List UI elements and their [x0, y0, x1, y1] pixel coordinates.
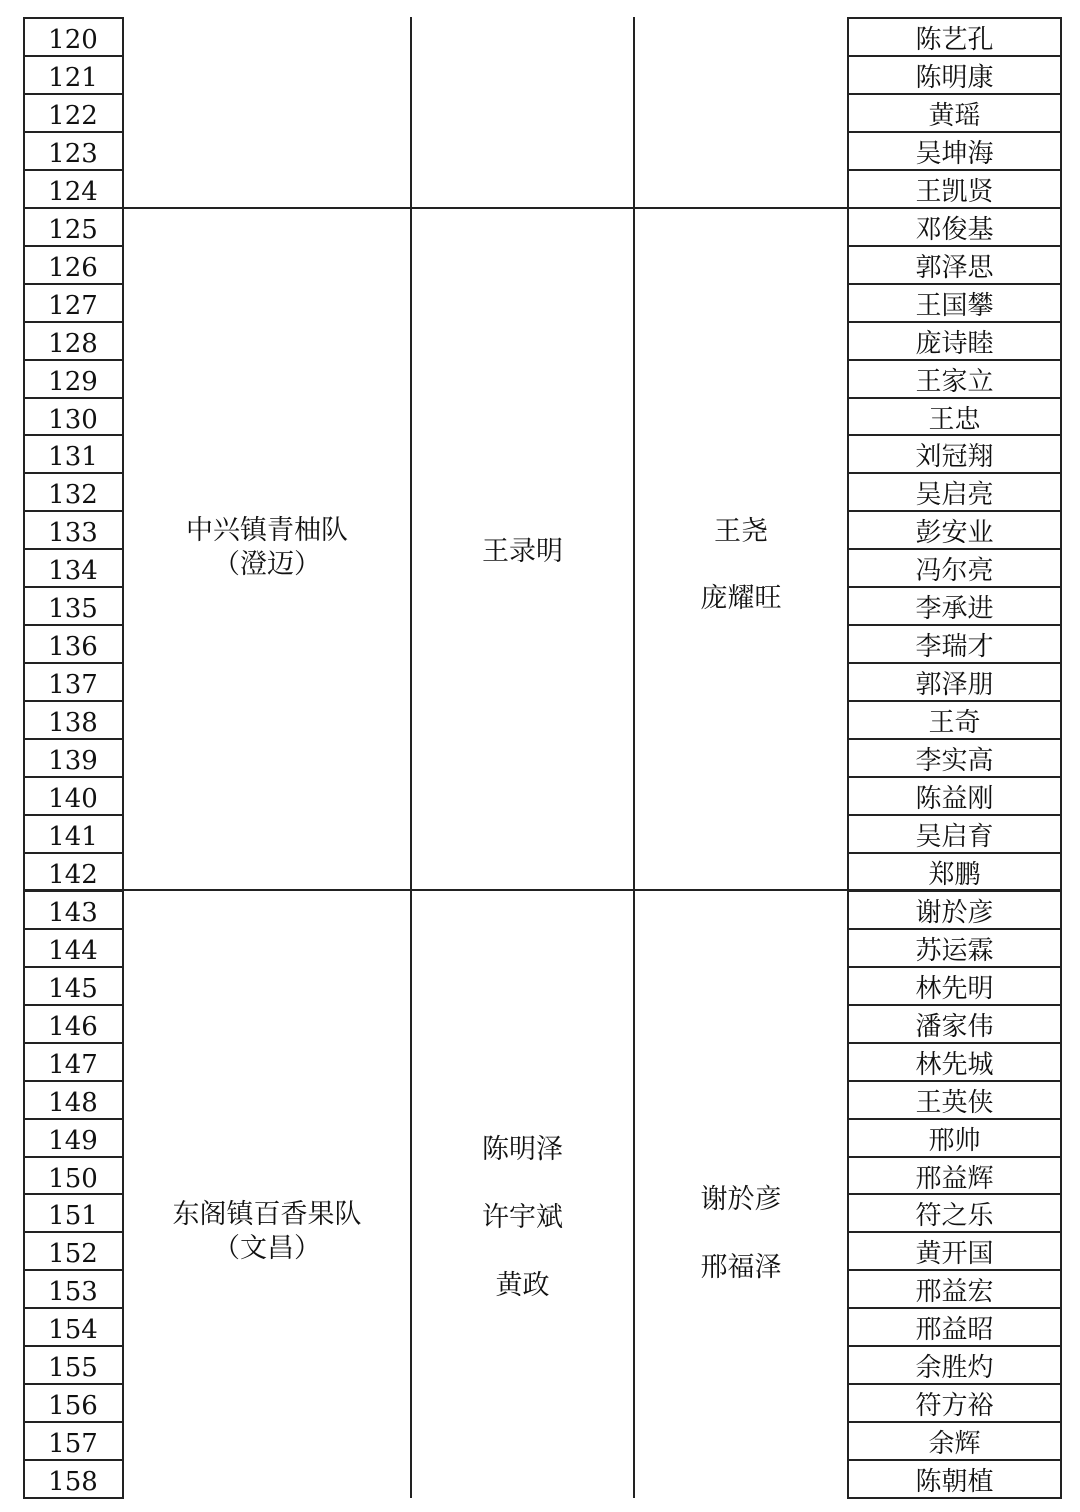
row-name: 林先明	[915, 973, 994, 1004]
row-name: 吴启亮	[915, 480, 994, 511]
row-number: 123	[48, 138, 98, 169]
group-2-leader-2: 许宇斌	[482, 1202, 563, 1233]
group-2-team-region: （文昌）	[213, 1233, 321, 1264]
group-1-coaches	[635, 498, 847, 632]
row-name: 苏运霖	[915, 935, 994, 966]
row-number: 153	[48, 1277, 98, 1308]
row-number: 154	[48, 1315, 98, 1346]
row-name: 王凯贤	[915, 176, 994, 207]
row-number: 122	[48, 100, 98, 131]
row-name: 邢益昭	[915, 1315, 994, 1346]
group-2-leader-3: 黄政	[495, 1270, 550, 1301]
row-number: 132	[48, 480, 98, 511]
row-name: 李承进	[915, 594, 994, 625]
group-1-team-region: （澄迈）	[213, 549, 321, 580]
row-name: 吴坤海	[915, 138, 994, 169]
row-number: 128	[48, 328, 98, 359]
row-number: 133	[48, 518, 98, 549]
row-number: 146	[48, 1011, 98, 1042]
row-number: 129	[48, 366, 98, 397]
row-name: 邓俊基	[915, 214, 994, 245]
row-number: 135	[48, 594, 98, 625]
row-name: 王奇	[928, 708, 981, 739]
row-number: 155	[48, 1353, 98, 1384]
group-2-team-name: 东阁镇百香果队	[172, 1199, 362, 1230]
row-name: 潘家伟	[915, 1011, 994, 1042]
row-number: 150	[48, 1163, 98, 1194]
group-2-leader-1: 陈明泽	[482, 1134, 563, 1165]
row-name: 王忠	[928, 404, 981, 435]
row-number: 126	[48, 252, 98, 283]
row-number: 140	[48, 784, 98, 814]
row-number: 136	[48, 632, 98, 663]
row-number: 120	[48, 25, 98, 55]
row-number: 141	[48, 821, 98, 852]
group-1-team-name: 中兴镇青柚队	[186, 515, 348, 546]
row-number: 152	[48, 1239, 98, 1270]
row-number: 131	[48, 442, 98, 473]
group-2-leaders	[412, 1116, 633, 1320]
row-number: 125	[48, 214, 98, 245]
group-2-coaches	[635, 1166, 847, 1302]
row-number: 142	[48, 859, 98, 890]
row-name: 陈朝植	[915, 1467, 994, 1498]
row-name: 余胜灼	[915, 1353, 994, 1384]
row-number: 127	[48, 290, 98, 321]
row-number: 148	[48, 1087, 98, 1118]
row-name: 谢於彦	[915, 897, 994, 928]
row-name: 庞诗睦	[915, 328, 994, 359]
row-name: 林先城	[915, 1049, 994, 1080]
row-number: 137	[48, 670, 98, 701]
row-name: 吴启育	[915, 821, 994, 852]
row-number: 130	[48, 404, 98, 435]
group-2-coach-1: 谢於彦	[700, 1184, 782, 1215]
row-number: 124	[48, 176, 98, 207]
row-name: 郭泽思	[915, 252, 994, 283]
row-name: 邢帅	[928, 1125, 981, 1156]
row-name: 李实高	[915, 746, 994, 777]
row-name: 陈益刚	[915, 784, 994, 814]
row-name: 刘冠翔	[915, 442, 994, 473]
row-name: 王英侠	[915, 1087, 994, 1118]
row-number: 139	[48, 746, 98, 777]
group-1-leader	[412, 533, 633, 571]
row-name: 彭安业	[915, 518, 994, 549]
row-name: 李瑞才	[915, 632, 994, 663]
row-number: 138	[48, 708, 98, 739]
row-name: 郭泽朋	[915, 670, 994, 701]
row-name: 余辉	[928, 1429, 981, 1460]
row-number: 144	[48, 935, 98, 966]
row-number: 121	[48, 62, 98, 93]
group-1-coach-2: 庞耀旺	[700, 583, 782, 614]
row-name: 冯尔亮	[915, 556, 994, 587]
row-number: 157	[48, 1429, 98, 1460]
row-number: 156	[48, 1391, 98, 1422]
group-2-team	[124, 1198, 410, 1266]
group-1-leader-name: 王录明	[482, 536, 563, 567]
row-number: 151	[48, 1201, 98, 1232]
row-name: 邢益辉	[915, 1163, 994, 1194]
row-number: 158	[48, 1467, 98, 1498]
group-1-team	[124, 514, 410, 582]
row-name: 郑鹏	[928, 859, 981, 890]
row-name: 陈明康	[915, 62, 994, 93]
row-name: 黄瑶	[928, 100, 981, 131]
table-right-border	[1060, 17, 1062, 1498]
row-number: 147	[48, 1049, 98, 1080]
row-number: 145	[48, 973, 98, 1004]
row-number: 143	[48, 897, 98, 928]
row-name: 陈艺孔	[915, 25, 994, 55]
row-name: 王家立	[915, 366, 994, 397]
row-name: 邢益宏	[915, 1277, 994, 1308]
group-1-coach-1: 王尧	[714, 516, 768, 547]
row-number: 134	[48, 556, 98, 587]
row-name: 王国攀	[915, 290, 994, 321]
row-number: 149	[48, 1125, 98, 1156]
number-column-divider	[122, 17, 124, 1498]
row-name: 符之乐	[915, 1201, 994, 1232]
row-name: 黄开国	[915, 1239, 994, 1270]
group-2-coach-2: 邢福泽	[700, 1252, 782, 1283]
row-name: 符方裕	[915, 1391, 994, 1422]
